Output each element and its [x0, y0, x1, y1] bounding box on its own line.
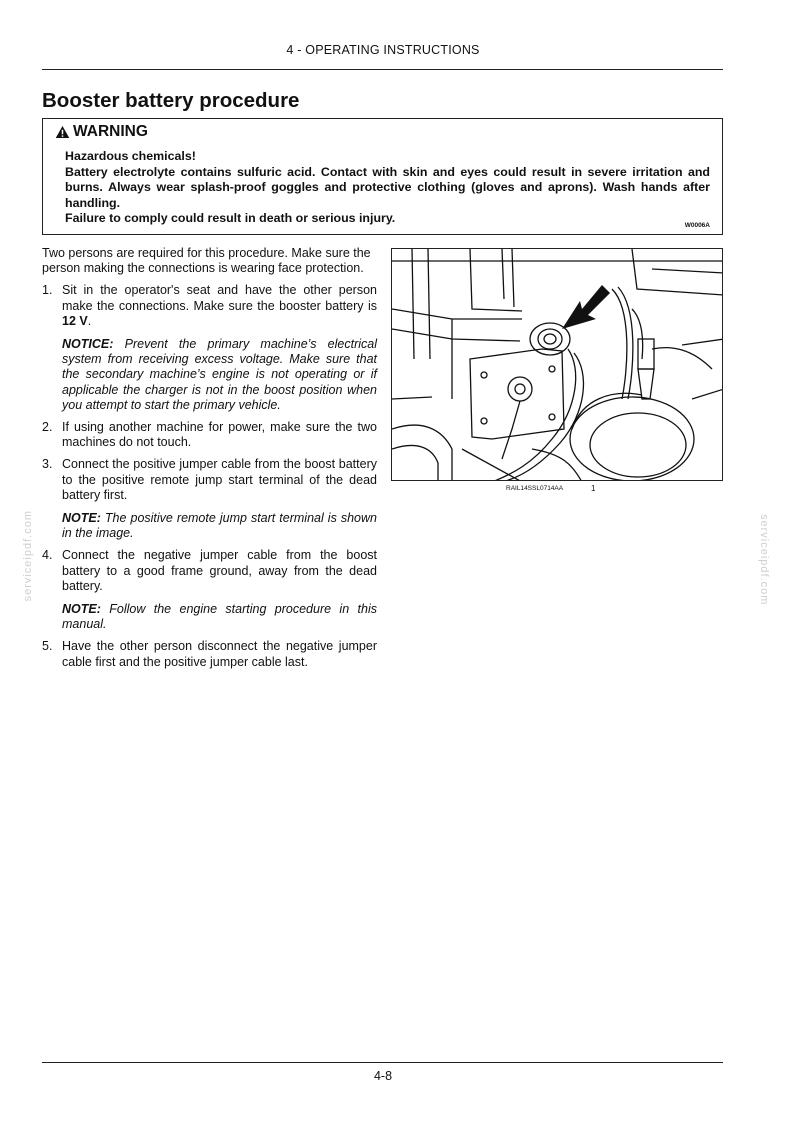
- step-text: Connect the negative jumper cable from the boost battery to a good frame ground, away from the dead battery.: [62, 548, 377, 593]
- step-item: [42, 457, 377, 503]
- watermark-right: serviceipdf.com: [758, 514, 770, 606]
- warning-box: [42, 118, 723, 235]
- page-header: 4 - OPERATING INSTRUCTIONS: [286, 43, 480, 57]
- step-number: 4.: [42, 548, 53, 563]
- footer-rule: [42, 1062, 723, 1063]
- warning-triangle-icon: [55, 125, 70, 139]
- step-text: Have the other person disconnect the negative jumper cable first and the positive jumper cable last.: [62, 639, 377, 669]
- note-text: Follow the engine starting procedure in this manual.: [62, 602, 377, 632]
- notice-paragraph: [62, 337, 377, 413]
- step-number: 3.: [42, 457, 53, 472]
- step-number: 5.: [42, 639, 53, 654]
- note-paragraph: [62, 602, 377, 632]
- step-text-part: Sit in the operator's seat and have the other person make the connections. Make sure the booster battery is: [62, 283, 377, 313]
- warning-line: Battery electrolyte contains sulfuric acid. Contact with skin and eyes could result in severe irritation and burns. Always wear splash-proof goggles and protective clothing (gloves and aprons). Wash hands after handling.: [65, 164, 710, 210]
- page-number: 4-8: [373, 1069, 393, 1083]
- step-number: 2.: [42, 420, 53, 435]
- warning-heading: [55, 123, 148, 141]
- note-text: The positive remote jump start terminal is shown in the image.: [62, 511, 377, 541]
- step-text: [62, 283, 377, 329]
- watermark-left: serviceipdf.com: [22, 510, 34, 602]
- voltage-value: 12 V: [62, 313, 88, 328]
- warning-label: WARNING: [73, 123, 148, 140]
- warning-line: Failure to comply could result in death or serious injury.: [65, 211, 396, 225]
- note-label: NOTE:: [62, 602, 101, 617]
- jump-start-terminal-drawing: [392, 249, 723, 481]
- step-text: Connect the positive jumper cable from the boost battery to the positive remote jump start terminal of the dead battery first.: [62, 457, 377, 502]
- page-title: Booster battery procedure: [42, 89, 300, 112]
- step-item: [42, 420, 377, 450]
- step-text: If using another machine for power, make sure the two machines do not touch.: [62, 420, 377, 450]
- figure-number: 1: [591, 484, 596, 493]
- step-number: 1.: [42, 283, 53, 298]
- procedure-column: [42, 246, 377, 670]
- header-rule: [42, 69, 723, 70]
- engine-illustration: [391, 248, 723, 481]
- notice-label: NOTICE:: [62, 337, 114, 352]
- warning-code: W0006A: [684, 222, 710, 229]
- figure-caption: RAIL14SSL0714AA: [506, 485, 564, 492]
- step-text-part: .: [87, 313, 92, 328]
- warning-body: [65, 149, 710, 227]
- note-label: NOTE:: [62, 511, 101, 526]
- pointer-arrow-icon: [562, 285, 610, 329]
- step-item: [42, 548, 377, 594]
- note-paragraph: [62, 511, 377, 541]
- step-item: [42, 283, 377, 329]
- step-item: [42, 639, 377, 669]
- warning-line: Hazardous chemicals!: [65, 149, 196, 163]
- intro-paragraph: Two persons are required for this procedure. Make sure the person making the connections is wearing face protection.: [42, 246, 371, 276]
- notice-text: Prevent the primary machine’s electrical system from receiving excess voltage. Make sure that the secondary machine’s engine is not operating or if applicable the charger is not in the boost position when you attempt to start the primary vehicle.: [62, 337, 377, 412]
